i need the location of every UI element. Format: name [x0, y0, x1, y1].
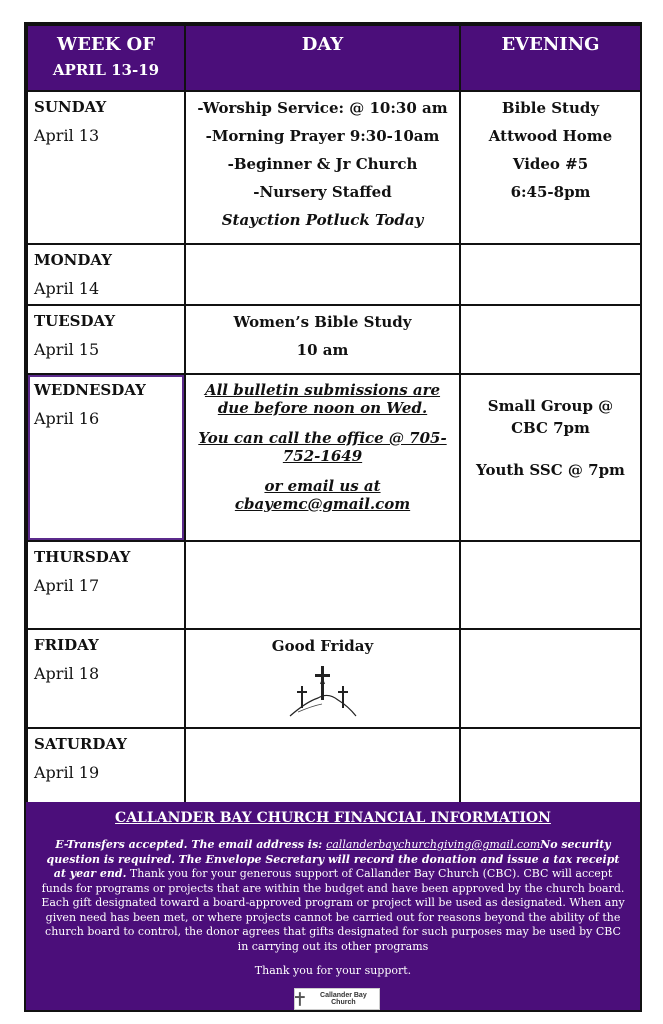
- day-cell: FRIDAY April 18: [27, 629, 185, 728]
- church-logo: [294, 988, 380, 1010]
- day-events-cell: Women’s Bible Study 10 am: [185, 305, 460, 374]
- day-cell: THURSDAY April 17: [27, 541, 185, 629]
- header-row: [27, 25, 641, 91]
- day-events-cell: Good Friday: [185, 629, 460, 728]
- day-date: April 13: [34, 126, 100, 145]
- table-row-saturday: [27, 728, 641, 804]
- financial-info-body: E-Transfers accepted. The email address is: callanderbaychurchgiving@gmail.comNo security question is required. The Envelope Secretary will record the donation and issue a tax receipt at year end. Thank you for your generous support of Callander Bay Church (CBC). CBC will accept funds for programs or projects that are within the budget and have been approved by the church board. Each gift designated toward a board-approved program or project will be used as designated. When any given need has been met, or where projects cannot be carried out for reasons beyond the ability of the church board to control, the donor agrees that gifts designated for such purposes may be used by CBC in carrying out its other programs: [41, 838, 625, 953]
- bulletin-sheet: [24, 22, 642, 1012]
- potluck-note: Stayction Potluck Today: [221, 211, 424, 229]
- week-of-label: WEEK OF: [56, 34, 156, 55]
- cross-logo-icon: [295, 992, 305, 1006]
- office-email-note: or email us at cbayemc@gmail.com: [234, 477, 411, 513]
- logo-text: Callander Bay Church: [320, 992, 367, 1006]
- table-row-thursday: [27, 541, 641, 629]
- week-range-label: APRIL 13-19: [52, 61, 160, 79]
- day-events-cell: [185, 374, 460, 541]
- table-row-wednesday: [27, 374, 641, 541]
- financial-info-title: CALLANDER BAY CHURCH FINANCIAL INFORMATION: [115, 810, 551, 826]
- evening-events-cell: [460, 541, 641, 629]
- day-cell: WEDNESDAY April 16: [27, 374, 185, 541]
- day-events-cell: [185, 244, 460, 305]
- day-cell: MONDAY April 14: [27, 244, 185, 305]
- day-cell: [27, 91, 185, 244]
- day-cell: TUESDAY April 15: [27, 305, 185, 374]
- evening-events-cell: Small Group @ CBC 7pm Youth SSC @ 7pm: [460, 374, 641, 541]
- header-week-of: [27, 25, 185, 91]
- table-row-monday: [27, 244, 641, 305]
- office-phone-note: You can call the office @ 705-752-1649: [198, 429, 447, 465]
- evening-events-cell: [460, 305, 641, 374]
- table-row-sunday: [27, 91, 641, 244]
- table-row-friday: [27, 629, 641, 728]
- day-events-cell: [185, 541, 460, 629]
- three-crosses-icon: [288, 662, 358, 718]
- evening-events-cell: [460, 728, 641, 804]
- day-cell: SATURDAY April 19: [27, 728, 185, 804]
- day-events-cell: [185, 728, 460, 804]
- day-name: SUNDAY: [34, 98, 107, 116]
- weekly-schedule-table: [26, 24, 642, 805]
- evening-events-cell: [460, 629, 641, 728]
- header-day: DAY: [185, 25, 460, 91]
- submission-deadline-note: All bulletin submissions are due before noon on Wed.: [204, 381, 441, 417]
- evening-events-cell: [460, 244, 641, 305]
- header-evening: EVENING: [460, 25, 641, 91]
- thanks-note: Thank you for your support.: [254, 964, 412, 977]
- etransfer-email-link[interactable]: callanderbaychurchgiving@gmail.com: [326, 838, 541, 851]
- table-row-tuesday: [27, 305, 641, 374]
- evening-events-cell: Bible Study Attwood Home Video #5 6:45-8pm: [460, 91, 641, 244]
- day-events-cell: -Worship Service: @ 10:30 am -Morning Prayer 9:30-10am -Beginner & Jr Church -Nursery Staffed Stayction Potluck Today: [185, 91, 460, 244]
- financial-info-footer: [26, 802, 640, 1010]
